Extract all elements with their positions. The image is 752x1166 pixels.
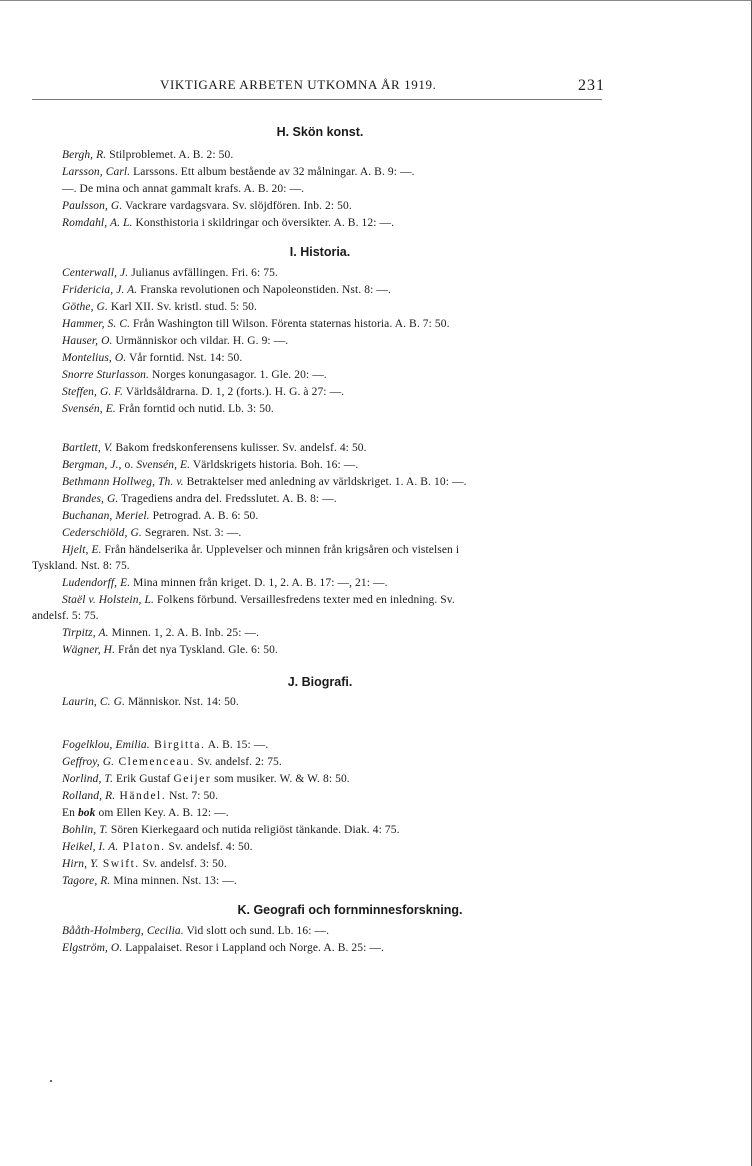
list-item: [62, 183, 304, 195]
entry-author: Rolland, R.: [62, 790, 116, 802]
entry-text: Urmänniskor och vildar. H. G. 9: —.: [112, 335, 289, 347]
list-item: [62, 267, 278, 279]
entry-text: —. De mina och annat gammalt krafs. A. B. 20: —.: [62, 183, 305, 195]
section-heading-i: I. Historia.: [289, 245, 351, 259]
entry-text: Vackrare vardagsvara. Sv. slöjdfören. Inb. 2: 50.: [122, 200, 352, 212]
entry-text: andelsf. 5: 75.: [32, 610, 99, 622]
entry-author: Hirn, Y.: [62, 858, 99, 870]
header-rule: [32, 99, 602, 100]
entry-author: Montelius, O.: [62, 352, 127, 364]
entry-author: Wägner, H.: [62, 644, 116, 656]
section-heading-h: H. Skön konst.: [276, 125, 364, 139]
list-item: [62, 858, 227, 870]
entry-text: Segraren. Nst. 3: —.: [141, 527, 242, 539]
entry-author: Bergh, R.: [62, 149, 107, 161]
entry-text-rest: om Ellen Key. A. B. 12: —.: [95, 807, 229, 819]
list-item: [62, 200, 352, 212]
entry-text: Världsåldrarna. D. 1, 2 (forts.). H. G. à 27: —.: [122, 386, 345, 398]
entry-text: Nst. 7: 50.: [166, 790, 219, 802]
entry-text: Från det nya Tyskland. Gle. 6: 50.: [115, 644, 278, 656]
list-item-continuation: [32, 610, 99, 622]
entry-author: Hammer, S. C.: [62, 318, 131, 330]
list-item: [62, 166, 415, 178]
entry-text: Sv. andelsf. 2: 75.: [194, 756, 282, 768]
entry-text: Tyskland. Nst. 8: 75.: [32, 560, 130, 572]
entry-text: Norges konungasagor. 1. Gle. 20: —.: [149, 369, 327, 381]
entry-author: Brandes, G.: [62, 493, 119, 505]
entry-author: Heikel, I. A.: [62, 841, 119, 853]
list-item: [62, 925, 329, 937]
entry-text: Franska revolutionen och Napoleonstiden. Nst. 8: —.: [137, 284, 391, 296]
list-item: [62, 318, 450, 330]
entry-author: Larsson, Carl.: [62, 166, 131, 178]
entry-text: Julianus avfällingen. Fri. 6: 75.: [128, 267, 278, 279]
list-item: [62, 510, 258, 522]
list-item: [62, 352, 242, 364]
entry-text: Sv. andelsf. 4: 50.: [165, 841, 253, 853]
entry-author: Buchanan, Meriel.: [62, 510, 150, 522]
entry-text: Sv. andelsf. 3: 50.: [139, 858, 227, 870]
entry-text: Larssons. Ett album bestående av 32 målningar. A. B. 9: —.: [130, 166, 415, 178]
list-item: [62, 824, 400, 836]
list-item-continuation: [32, 560, 130, 572]
entry-text: Erik Gustaf: [113, 773, 174, 785]
entry-emphasis: bok: [77, 807, 96, 819]
entry-text: Karl XII. Sv. kristl. stud. 5: 50.: [107, 301, 257, 313]
entry-text: Minnen. 1, 2. A. B. Inb. 25: —.: [108, 627, 260, 639]
page-number: 231: [578, 77, 605, 94]
entry-author: Cederschiöld, G.: [62, 527, 142, 539]
entry-author: Bohlin, T.: [62, 824, 108, 836]
entry-author: Tirpitz, A.: [62, 627, 109, 639]
list-item: [62, 386, 344, 398]
entry-author: Bååth-Holmberg, Cecilia.: [62, 925, 184, 937]
entry-text-rest: som musiker. W. & W. 8: 50.: [211, 773, 350, 785]
entry-author: Fogelklou, Emilia.: [62, 739, 150, 751]
entry-text: Från Washington till Wilson. Förenta staternas historia. A. B. 7: 50.: [130, 318, 450, 330]
list-item: [62, 149, 233, 161]
entry-author: Fridericia, J. A.: [62, 284, 138, 296]
list-item: [62, 301, 257, 313]
page-speck: [50, 1080, 52, 1082]
list-item: [62, 807, 229, 819]
entry-subject: Clemenceau.: [114, 756, 195, 768]
entry-text-rest: Världskrigets historia. Boh. 16: —.: [190, 459, 359, 471]
list-item: [62, 403, 274, 415]
entry-author: Snorre Sturlasson.: [62, 369, 149, 381]
entry-subject: Swift.: [98, 858, 140, 870]
list-item: [62, 696, 239, 708]
entry-author: Centerwall, J.: [62, 267, 129, 279]
entry-text: Mina minnen från kriget. D. 1, 2. A. B. 17: —, 21: —.: [130, 577, 388, 589]
entry-author: Bethmann Hollweg, Th. v.: [62, 476, 184, 488]
entry-text: Petrograd. A. B. 6: 50.: [149, 510, 259, 522]
list-item: [62, 476, 467, 488]
list-item: [62, 527, 241, 539]
entry-text: Lappalaiset. Resor i Lappland och Norge. A. B. 25: —.: [122, 942, 384, 954]
entry-text: Betraktelser med anledning av världskriget. 1. A. B. 10: —.: [183, 476, 467, 488]
list-item: [62, 284, 391, 296]
list-item: [62, 942, 384, 954]
list-item: [62, 841, 253, 853]
list-item: [62, 544, 459, 556]
list-item: [62, 756, 282, 768]
entry-text: Tragediens andra del. Fredsslutet. A. B. 8: —.: [118, 493, 337, 505]
entry-text: Från forntid och nutid. Lb. 3: 50.: [115, 403, 274, 415]
entry-author: Svensén, E.: [62, 403, 116, 415]
list-item: [62, 459, 358, 471]
entry-author: Tagore, R.: [62, 875, 111, 887]
entry-author: Bartlett, V.: [62, 442, 113, 454]
entry-subject: Birgitta.: [149, 739, 206, 751]
entry-author: Romdahl, A. L.: [62, 217, 133, 229]
entry-author: Norlind, T.: [62, 773, 114, 785]
entry-text: Konsthistoria i skildringar och översikter. A. B. 12: —.: [132, 217, 395, 229]
entry-author: Elgström, O.: [62, 942, 123, 954]
list-item: [62, 577, 388, 589]
entry-author: Hauser, O.: [62, 335, 113, 347]
entry-author: Göthe, G.: [62, 301, 108, 313]
section-heading-j: J. Biografi.: [287, 675, 353, 689]
entry-text: Bakom fredskonferensens kulisser. Sv. andelsf. 4: 50.: [112, 442, 367, 454]
list-item: [62, 739, 268, 751]
entry-author: Geffroy, G.: [62, 756, 115, 768]
entry-text: o.: [121, 459, 137, 471]
entry-text: Vid slott och sund. Lb. 16: —.: [183, 925, 330, 937]
running-title: VIKTIGARE ARBETEN UTKOMNA ÅR 1919.: [160, 77, 437, 92]
entry-text: Vår forntid. Nst. 14: 50.: [126, 352, 243, 364]
entry-author: Paulsson, G.: [62, 200, 123, 212]
list-item: [62, 369, 327, 381]
entry-author: Bergman, J.,: [62, 459, 122, 471]
entry-text: Från händelserika år. Upplevelser och minnen från krigsåren och vistelsen i: [101, 544, 460, 556]
list-item: [62, 594, 455, 606]
entry-author: Ludendorff, E.: [62, 577, 131, 589]
list-item: [62, 217, 394, 229]
list-item: [62, 442, 367, 454]
entry-text: Stilproblemet. A. B. 2: 50.: [106, 149, 234, 161]
entry-subject: Geijer: [173, 773, 212, 785]
list-item: [62, 790, 218, 802]
entry-author-second: Svensén, E.: [136, 459, 191, 471]
entry-text: Sören Kierkegaard och nutida religiöst tänkande. Diak. 4: 75.: [107, 824, 400, 836]
list-item: [62, 875, 237, 887]
list-item: [62, 335, 288, 347]
entry-text: Människor. Nst. 14: 50.: [124, 696, 239, 708]
list-item: [62, 627, 259, 639]
list-item: [62, 493, 337, 505]
list-item: [62, 773, 350, 785]
entry-author: Hjelt, E.: [62, 544, 102, 556]
entry-author: Steffen, G. F.: [62, 386, 123, 398]
entry-subject: Platon.: [118, 841, 166, 853]
entry-text: Mina minnen. Nst. 13: —.: [110, 875, 237, 887]
entry-text: Folkens förbund. Versaillesfredens texter med en inledning. Sv.: [153, 594, 455, 606]
list-item: [62, 644, 278, 656]
entry-text: A. B. 15: —.: [205, 739, 269, 751]
entry-author: Staël v. Holstein, L.: [62, 594, 154, 606]
section-heading-k: K. Geografi och fornminnesforskning.: [237, 903, 463, 917]
entry-subject: Händel.: [115, 790, 167, 802]
entry-text: En: [62, 807, 78, 819]
entry-author: Laurin, C. G.: [62, 696, 125, 708]
